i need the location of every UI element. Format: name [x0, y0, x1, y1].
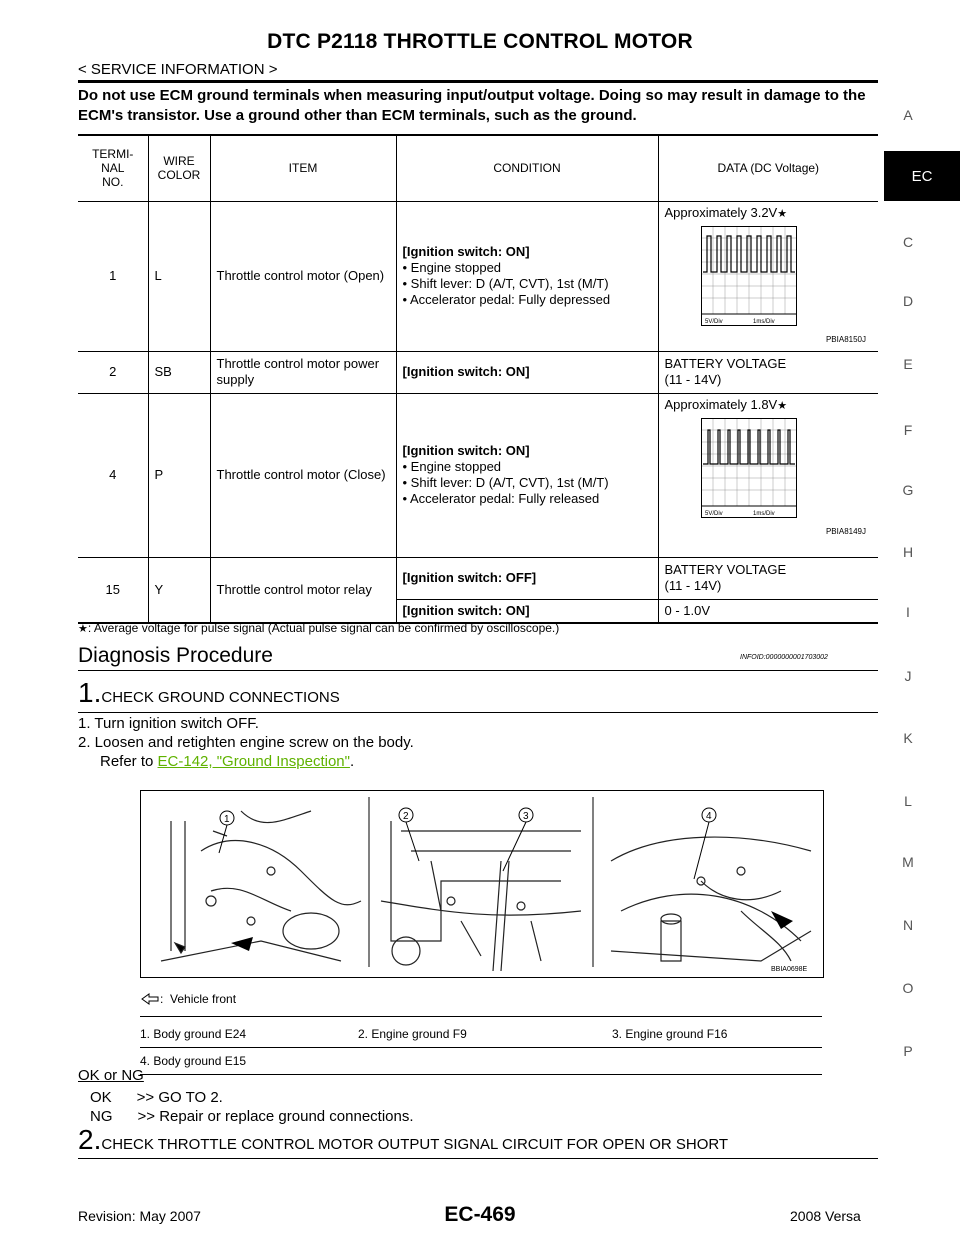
- header-item: ITEM: [210, 135, 396, 201]
- footer-model: 2008 Versa: [790, 1208, 861, 1224]
- wire-color: SB: [148, 351, 210, 393]
- condition-item: • Engine stopped: [403, 260, 652, 276]
- section-label: < SERVICE INFORMATION >: [78, 61, 278, 78]
- divider: [78, 1158, 878, 1159]
- condition-item: • Accelerator pedal: Fully depressed: [403, 292, 652, 308]
- condition-title: [Ignition switch: ON]: [396, 351, 658, 393]
- side-tab-h[interactable]: H: [902, 544, 914, 560]
- legend-symbol-text: Vehicle front: [170, 992, 237, 1006]
- side-tab-j[interactable]: J: [904, 668, 912, 684]
- procedure-title: Diagnosis Procedure: [78, 644, 273, 667]
- ground-inspection-link[interactable]: EC-142, "Ground Inspection": [157, 753, 350, 770]
- ground-location-figure: [140, 790, 824, 978]
- side-tab-n[interactable]: N: [902, 917, 914, 933]
- condition-title: [Ignition switch: ON]: [402, 443, 530, 458]
- data-value: 0 - 1.0V: [658, 599, 878, 623]
- info-id: INFOID:0000000001703002: [740, 654, 828, 661]
- callout-3: 3: [523, 811, 529, 822]
- header-condition: CONDITION: [396, 135, 658, 201]
- legend-symbol-row: : Vehicle front: [140, 988, 822, 1010]
- condition-title: [Ignition switch: ON]: [402, 244, 530, 259]
- step-2-heading: 2.CHECK THROTTLE CONTROL MOTOR OUTPUT SIGNAL CIRCUIT FOR OPEN OR SHORT: [78, 1124, 729, 1155]
- scope-time-label: 1ms/Div: [752, 318, 775, 325]
- footnote: ★: Average voltage for pulse signal (Actual pulse signal can be confirmed by oscilloscope.): [78, 621, 560, 635]
- wire-color: L: [148, 201, 210, 351]
- footer-revision: Revision: May 2007: [78, 1208, 201, 1224]
- side-tab-f[interactable]: F: [903, 422, 913, 438]
- header-terminal-no: TERMI- NAL NO.: [78, 135, 148, 201]
- legend-row: [140, 1016, 822, 1041]
- terminal-no: 2: [78, 351, 148, 393]
- divider: [78, 670, 878, 671]
- item-cell: Throttle control motor relay: [210, 557, 396, 623]
- callout-1: 1: [224, 814, 230, 825]
- condition-item: • Accelerator pedal: Fully released: [403, 491, 652, 507]
- item-cell: Throttle control motor (Close): [210, 393, 396, 557]
- condition-cell: [396, 393, 658, 557]
- step-1-heading: 1.CHECK GROUND CONNECTIONS: [78, 677, 340, 708]
- side-tab-o[interactable]: O: [902, 980, 914, 996]
- figure-ref: BBIA0698E: [771, 966, 808, 973]
- side-tab-c[interactable]: C: [902, 234, 914, 250]
- item-cell: Throttle control motor power supply: [210, 351, 396, 393]
- star-icon: ★: [777, 399, 788, 412]
- footer-page-number: EC-469: [444, 1203, 516, 1226]
- legend-item: 2. Engine ground F9: [358, 1027, 467, 1041]
- data-value: BATTERY VOLTAGE (11 - 14V): [658, 557, 878, 599]
- oscilloscope-waveform: [701, 226, 873, 330]
- data-cell: [658, 201, 878, 351]
- side-tab-d[interactable]: D: [902, 293, 914, 309]
- ng-result: NG >> Repair or replace ground connections.: [90, 1108, 414, 1125]
- divider: [78, 80, 878, 83]
- wire-color: Y: [148, 557, 210, 623]
- side-tab-k[interactable]: K: [903, 730, 913, 746]
- figure-legend: [140, 988, 822, 1075]
- condition-item: • Shift lever: D (A/T, CVT), 1st (M/T): [403, 276, 652, 292]
- result-label: OK or NG: [78, 1067, 144, 1084]
- caution-text: Do not use ECM ground terminals when measuring input/output voltage. Doing so may result in damage to the ECM's transistor. Use a ground other than ECM terminals, such as the ground.: [78, 87, 866, 124]
- table-row: [78, 393, 878, 557]
- data-cell: [658, 393, 878, 557]
- side-tab-e[interactable]: E: [903, 356, 913, 372]
- side-tab-ec-active[interactable]: EC: [884, 151, 960, 201]
- oscilloscope-waveform: [701, 418, 873, 522]
- condition-title: [Ignition switch: OFF]: [396, 557, 658, 599]
- scope-volt-label: 5V/Div: [704, 510, 723, 517]
- table-row: [78, 201, 878, 351]
- step-1-instructions: [78, 714, 414, 771]
- condition-title: [Ignition switch: ON]: [396, 599, 658, 623]
- terminal-no: 1: [78, 201, 148, 351]
- figure-ref: PBIA8149J: [825, 526, 866, 536]
- header-data: DATA (DC Voltage): [658, 135, 878, 201]
- divider: [78, 712, 878, 713]
- side-tab-l[interactable]: L: [904, 793, 912, 809]
- arrow-icon: [231, 937, 253, 951]
- data-value: Approximately 1.8V: [664, 396, 778, 412]
- legend-item: 3. Engine ground F16: [612, 1027, 728, 1041]
- refer-line: Refer to EC-142, "Ground Inspection".: [100, 753, 355, 770]
- star-icon: ★: [777, 207, 788, 220]
- table-row: [78, 557, 878, 599]
- legend-item: 1. Body ground E24: [140, 1027, 247, 1041]
- star-icon: ★: [78, 623, 88, 635]
- page-title: DTC P2118 THROTTLE CONTROL MOTOR: [267, 30, 693, 53]
- scope-time-label: 1ms/Div: [752, 510, 775, 517]
- table-row: [78, 351, 878, 393]
- side-tab-m[interactable]: M: [902, 854, 914, 870]
- data-value: BATTERY VOLTAGE (11 - 14V): [658, 351, 878, 393]
- callout-2: 2: [403, 811, 409, 822]
- terminal-no: 4: [78, 393, 148, 557]
- instruction-line: 1. Turn ignition switch OFF.: [78, 715, 259, 732]
- instruction-line: 2. Loosen and retighten engine screw on the body.: [78, 734, 414, 751]
- condition-item: • Engine stopped: [403, 459, 652, 475]
- terminal-table: [78, 134, 878, 624]
- data-value: Approximately 3.2V: [664, 204, 778, 220]
- condition-item: • Shift lever: D (A/T, CVT), 1st (M/T): [403, 475, 652, 491]
- arrow-icon: [771, 911, 793, 929]
- figure-ref: PBIA8150J: [825, 334, 866, 344]
- side-tab-a[interactable]: A: [903, 107, 913, 123]
- header-wire-color: WIRE COLOR: [148, 135, 210, 201]
- scope-volt-label: 5V/Div: [704, 318, 723, 325]
- wire-color: P: [148, 393, 210, 557]
- legend-row: [140, 1047, 822, 1075]
- callout-4: 4: [706, 811, 712, 822]
- ok-result: OK >> GO TO 2.: [90, 1089, 223, 1106]
- condition-cell: [396, 201, 658, 351]
- side-tab-i[interactable]: I: [906, 604, 910, 620]
- vehicle-front-arrow-icon: [140, 992, 160, 1006]
- terminal-no: 15: [78, 557, 148, 623]
- item-cell: Throttle control motor (Open): [210, 201, 396, 351]
- side-tab-g[interactable]: G: [902, 482, 914, 498]
- side-tab-p[interactable]: P: [903, 1043, 913, 1059]
- legend-item: 4. Body ground E15: [140, 1054, 247, 1068]
